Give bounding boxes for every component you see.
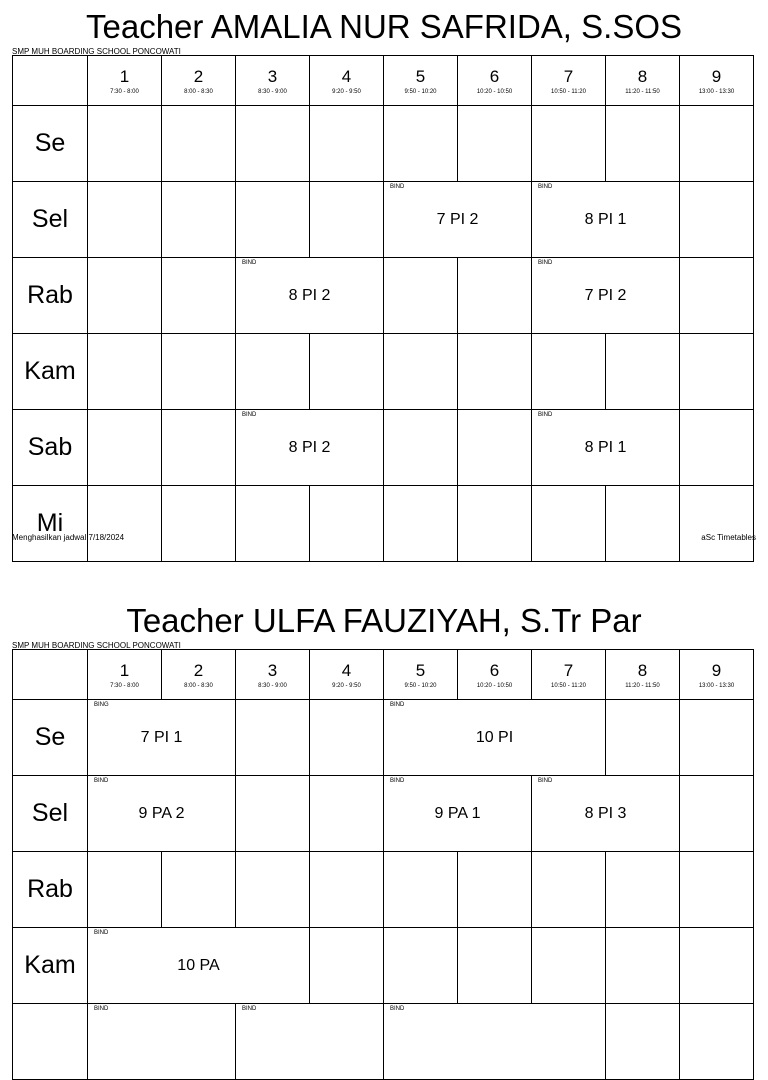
subject-code: BIND [242, 260, 257, 266]
corner-cell [13, 56, 88, 106]
empty-cell [236, 700, 310, 776]
day-label: Se [13, 106, 88, 182]
subject-code: BIND [94, 778, 109, 784]
period-header [310, 650, 384, 700]
day-row [13, 700, 754, 776]
lesson-cell [532, 410, 680, 486]
day-row [13, 928, 754, 1004]
period-number: 6 [489, 660, 500, 680]
empty-cell [680, 334, 754, 410]
class-name: 8 PI 2 [288, 438, 331, 456]
day-label: Se [13, 700, 88, 776]
empty-cell [88, 182, 162, 258]
subject-code: BIND [538, 260, 553, 266]
empty-cell [310, 852, 384, 928]
timetable-1 [0, 10, 768, 590]
day-row [13, 106, 754, 182]
subject-code: BIND [390, 702, 405, 708]
lesson-cell [88, 928, 310, 1004]
empty-cell [310, 486, 384, 562]
period-header [606, 650, 680, 700]
period-header [236, 650, 310, 700]
empty-cell [458, 106, 532, 182]
subject-code: BIND [390, 1006, 405, 1012]
empty-cell [532, 486, 606, 562]
empty-cell [88, 106, 162, 182]
empty-cell [310, 776, 384, 852]
class-name: 7 PI 1 [140, 728, 183, 746]
empty-cell [532, 928, 606, 1004]
day-label: Rab [13, 258, 88, 334]
day-row [13, 410, 754, 486]
timetable-2 [0, 604, 768, 1024]
empty-cell [310, 334, 384, 410]
period-number: 1 [119, 660, 130, 680]
class-name: 10 PA [177, 956, 220, 974]
period-number: 4 [341, 66, 352, 86]
empty-cell [162, 334, 236, 410]
empty-cell [606, 486, 680, 562]
generated-date: Menghasilkan jadwal:7/18/2024 [12, 533, 125, 542]
period-header [606, 56, 680, 106]
empty-cell [162, 852, 236, 928]
empty-cell [88, 852, 162, 928]
empty-cell [384, 486, 458, 562]
period-time: 9:20 - 9:50 [332, 88, 361, 95]
empty-cell [88, 486, 162, 562]
period-header [310, 56, 384, 106]
empty-cell [384, 852, 458, 928]
period-header [458, 56, 532, 106]
period-time: 10:50 - 11:20 [551, 682, 586, 689]
empty-cell [162, 106, 236, 182]
empty-cell [236, 776, 310, 852]
period-time: 8:00 - 8:30 [184, 682, 213, 689]
empty-cell [458, 486, 532, 562]
empty-cell [236, 182, 310, 258]
day-label: Rab [13, 852, 88, 928]
empty-cell [88, 258, 162, 334]
class-name: 8 PI 1 [584, 438, 627, 456]
day-row [13, 776, 754, 852]
day-label [13, 1004, 88, 1080]
subject-code: BIND [390, 778, 405, 784]
lesson-cell [236, 258, 384, 334]
empty-cell [532, 106, 606, 182]
empty-cell [458, 852, 532, 928]
empty-cell [236, 334, 310, 410]
class-name: 7 PI 2 [584, 286, 627, 304]
empty-cell [680, 106, 754, 182]
empty-cell [680, 258, 754, 334]
period-header-row [13, 56, 754, 106]
empty-cell [162, 182, 236, 258]
day-row [13, 182, 754, 258]
period-header [162, 650, 236, 700]
empty-cell [606, 334, 680, 410]
empty-cell [162, 410, 236, 486]
day-row [13, 1004, 754, 1080]
lesson-cell [532, 776, 680, 852]
class-name: 8 PI 2 [288, 286, 331, 304]
empty-cell [606, 1004, 680, 1080]
period-number: 3 [267, 660, 278, 680]
day-label: Sab [13, 410, 88, 486]
subject-code: BIND [94, 930, 109, 936]
period-number: 7 [563, 66, 574, 86]
lesson-cell [384, 700, 606, 776]
lesson-cell [384, 776, 532, 852]
day-row [13, 486, 754, 562]
class-name: 9 PA 2 [138, 804, 185, 822]
empty-cell [532, 334, 606, 410]
period-number: 2 [193, 660, 204, 680]
empty-cell [680, 700, 754, 776]
empty-cell [162, 486, 236, 562]
corner-cell [13, 650, 88, 700]
empty-cell [162, 258, 236, 334]
empty-cell [384, 928, 458, 1004]
period-time: 13:00 - 13:30 [698, 88, 735, 95]
period-number: 9 [711, 66, 722, 86]
period-time: 11:20 - 11:50 [625, 88, 660, 95]
day-label: Kam [13, 334, 88, 410]
period-header [680, 650, 754, 700]
timetable-grid [12, 649, 754, 1080]
lesson-cell [88, 1004, 236, 1080]
subject-code: BIND [242, 412, 257, 418]
empty-cell [384, 410, 458, 486]
period-header [162, 56, 236, 106]
period-time: 8:30 - 9:00 [258, 88, 287, 95]
class-name: 10 PI [475, 728, 514, 746]
empty-cell [88, 334, 162, 410]
period-header [88, 650, 162, 700]
day-row [13, 258, 754, 334]
empty-cell [680, 1004, 754, 1080]
empty-cell [458, 258, 532, 334]
day-label: Sel [13, 182, 88, 258]
lesson-cell [236, 1004, 384, 1080]
empty-cell [606, 928, 680, 1004]
period-time: 9:20 - 9:50 [332, 682, 361, 689]
day-label: Kam [13, 928, 88, 1004]
day-row [13, 334, 754, 410]
timetable-title: Teacher AMALIA NUR SAFRIDA, S.SOS [85, 8, 683, 45]
empty-cell [384, 106, 458, 182]
empty-cell [606, 700, 680, 776]
period-number: 1 [119, 66, 130, 86]
school-name: SMP MUH BOARDING SCHOOL PONCOWATI [12, 641, 181, 650]
empty-cell [458, 928, 532, 1004]
period-time: 13:00 - 13:30 [698, 682, 735, 689]
empty-cell [680, 182, 754, 258]
school-name: SMP MUH BOARDING SCHOOL PONCOWATI [12, 47, 181, 56]
class-name: 8 PI 1 [584, 210, 627, 228]
period-time: 8:00 - 8:30 [184, 88, 213, 95]
period-time: 11:20 - 11:50 [625, 682, 660, 689]
period-number: 8 [637, 66, 648, 86]
period-time: 8:30 - 9:00 [258, 682, 287, 689]
period-header [384, 650, 458, 700]
empty-cell [680, 776, 754, 852]
subject-code: BING [94, 702, 109, 708]
lesson-cell [532, 182, 680, 258]
empty-cell [680, 486, 754, 562]
empty-cell [310, 106, 384, 182]
empty-cell [680, 410, 754, 486]
empty-cell [606, 106, 680, 182]
subject-code: BIND [538, 184, 553, 190]
period-header-row [13, 650, 754, 700]
empty-cell [310, 700, 384, 776]
lesson-cell [88, 776, 236, 852]
period-time: 10:20 - 10:50 [476, 682, 513, 689]
empty-cell [458, 410, 532, 486]
empty-cell [384, 334, 458, 410]
subject-code: BIND [538, 778, 553, 784]
empty-cell [532, 852, 606, 928]
class-name: 9 PA 1 [434, 804, 481, 822]
period-number: 4 [341, 660, 352, 680]
period-header [384, 56, 458, 106]
day-label: Mi [13, 486, 88, 562]
subject-code: BIND [538, 412, 553, 418]
period-time: 7:30 - 8:00 [110, 88, 139, 95]
empty-cell [458, 334, 532, 410]
period-number: 2 [193, 66, 204, 86]
empty-cell [310, 928, 384, 1004]
lesson-cell [384, 1004, 606, 1080]
day-label: Sel [13, 776, 88, 852]
empty-cell [680, 852, 754, 928]
period-time: 9:50 - 10:20 [404, 682, 437, 689]
period-time: 9:50 - 10:20 [404, 88, 437, 95]
period-header [236, 56, 310, 106]
subject-code: BIND [242, 1006, 257, 1012]
period-number: 8 [637, 660, 648, 680]
period-number: 7 [563, 660, 574, 680]
period-number: 9 [711, 660, 722, 680]
period-number: 5 [415, 66, 426, 86]
period-header [532, 650, 606, 700]
lesson-cell [236, 410, 384, 486]
empty-cell [236, 486, 310, 562]
period-time: 7:30 - 8:00 [110, 682, 139, 689]
lesson-cell [88, 700, 236, 776]
lesson-cell [384, 182, 532, 258]
subject-code: BIND [390, 184, 405, 190]
class-name: 7 PI 2 [436, 210, 479, 228]
period-header [680, 56, 754, 106]
timetable-grid [12, 55, 754, 562]
timetable-title: Teacher ULFA FAUZIYAH, S.Tr Par [126, 602, 642, 639]
empty-cell [680, 928, 754, 1004]
lesson-cell [532, 258, 680, 334]
empty-cell [606, 852, 680, 928]
period-time: 10:20 - 10:50 [476, 88, 513, 95]
empty-cell [236, 106, 310, 182]
class-name: 8 PI 3 [584, 804, 627, 822]
day-row [13, 852, 754, 928]
generator-credit: aSc Timetables [701, 533, 756, 542]
period-header [532, 56, 606, 106]
period-time: 10:50 - 11:20 [551, 88, 586, 95]
empty-cell [384, 258, 458, 334]
subject-code: BIND [94, 1006, 109, 1012]
empty-cell [310, 182, 384, 258]
period-header [458, 650, 532, 700]
empty-cell [236, 852, 310, 928]
empty-cell [88, 410, 162, 486]
period-number: 5 [415, 660, 426, 680]
period-number: 3 [267, 66, 278, 86]
period-header [88, 56, 162, 106]
period-number: 6 [489, 66, 500, 86]
